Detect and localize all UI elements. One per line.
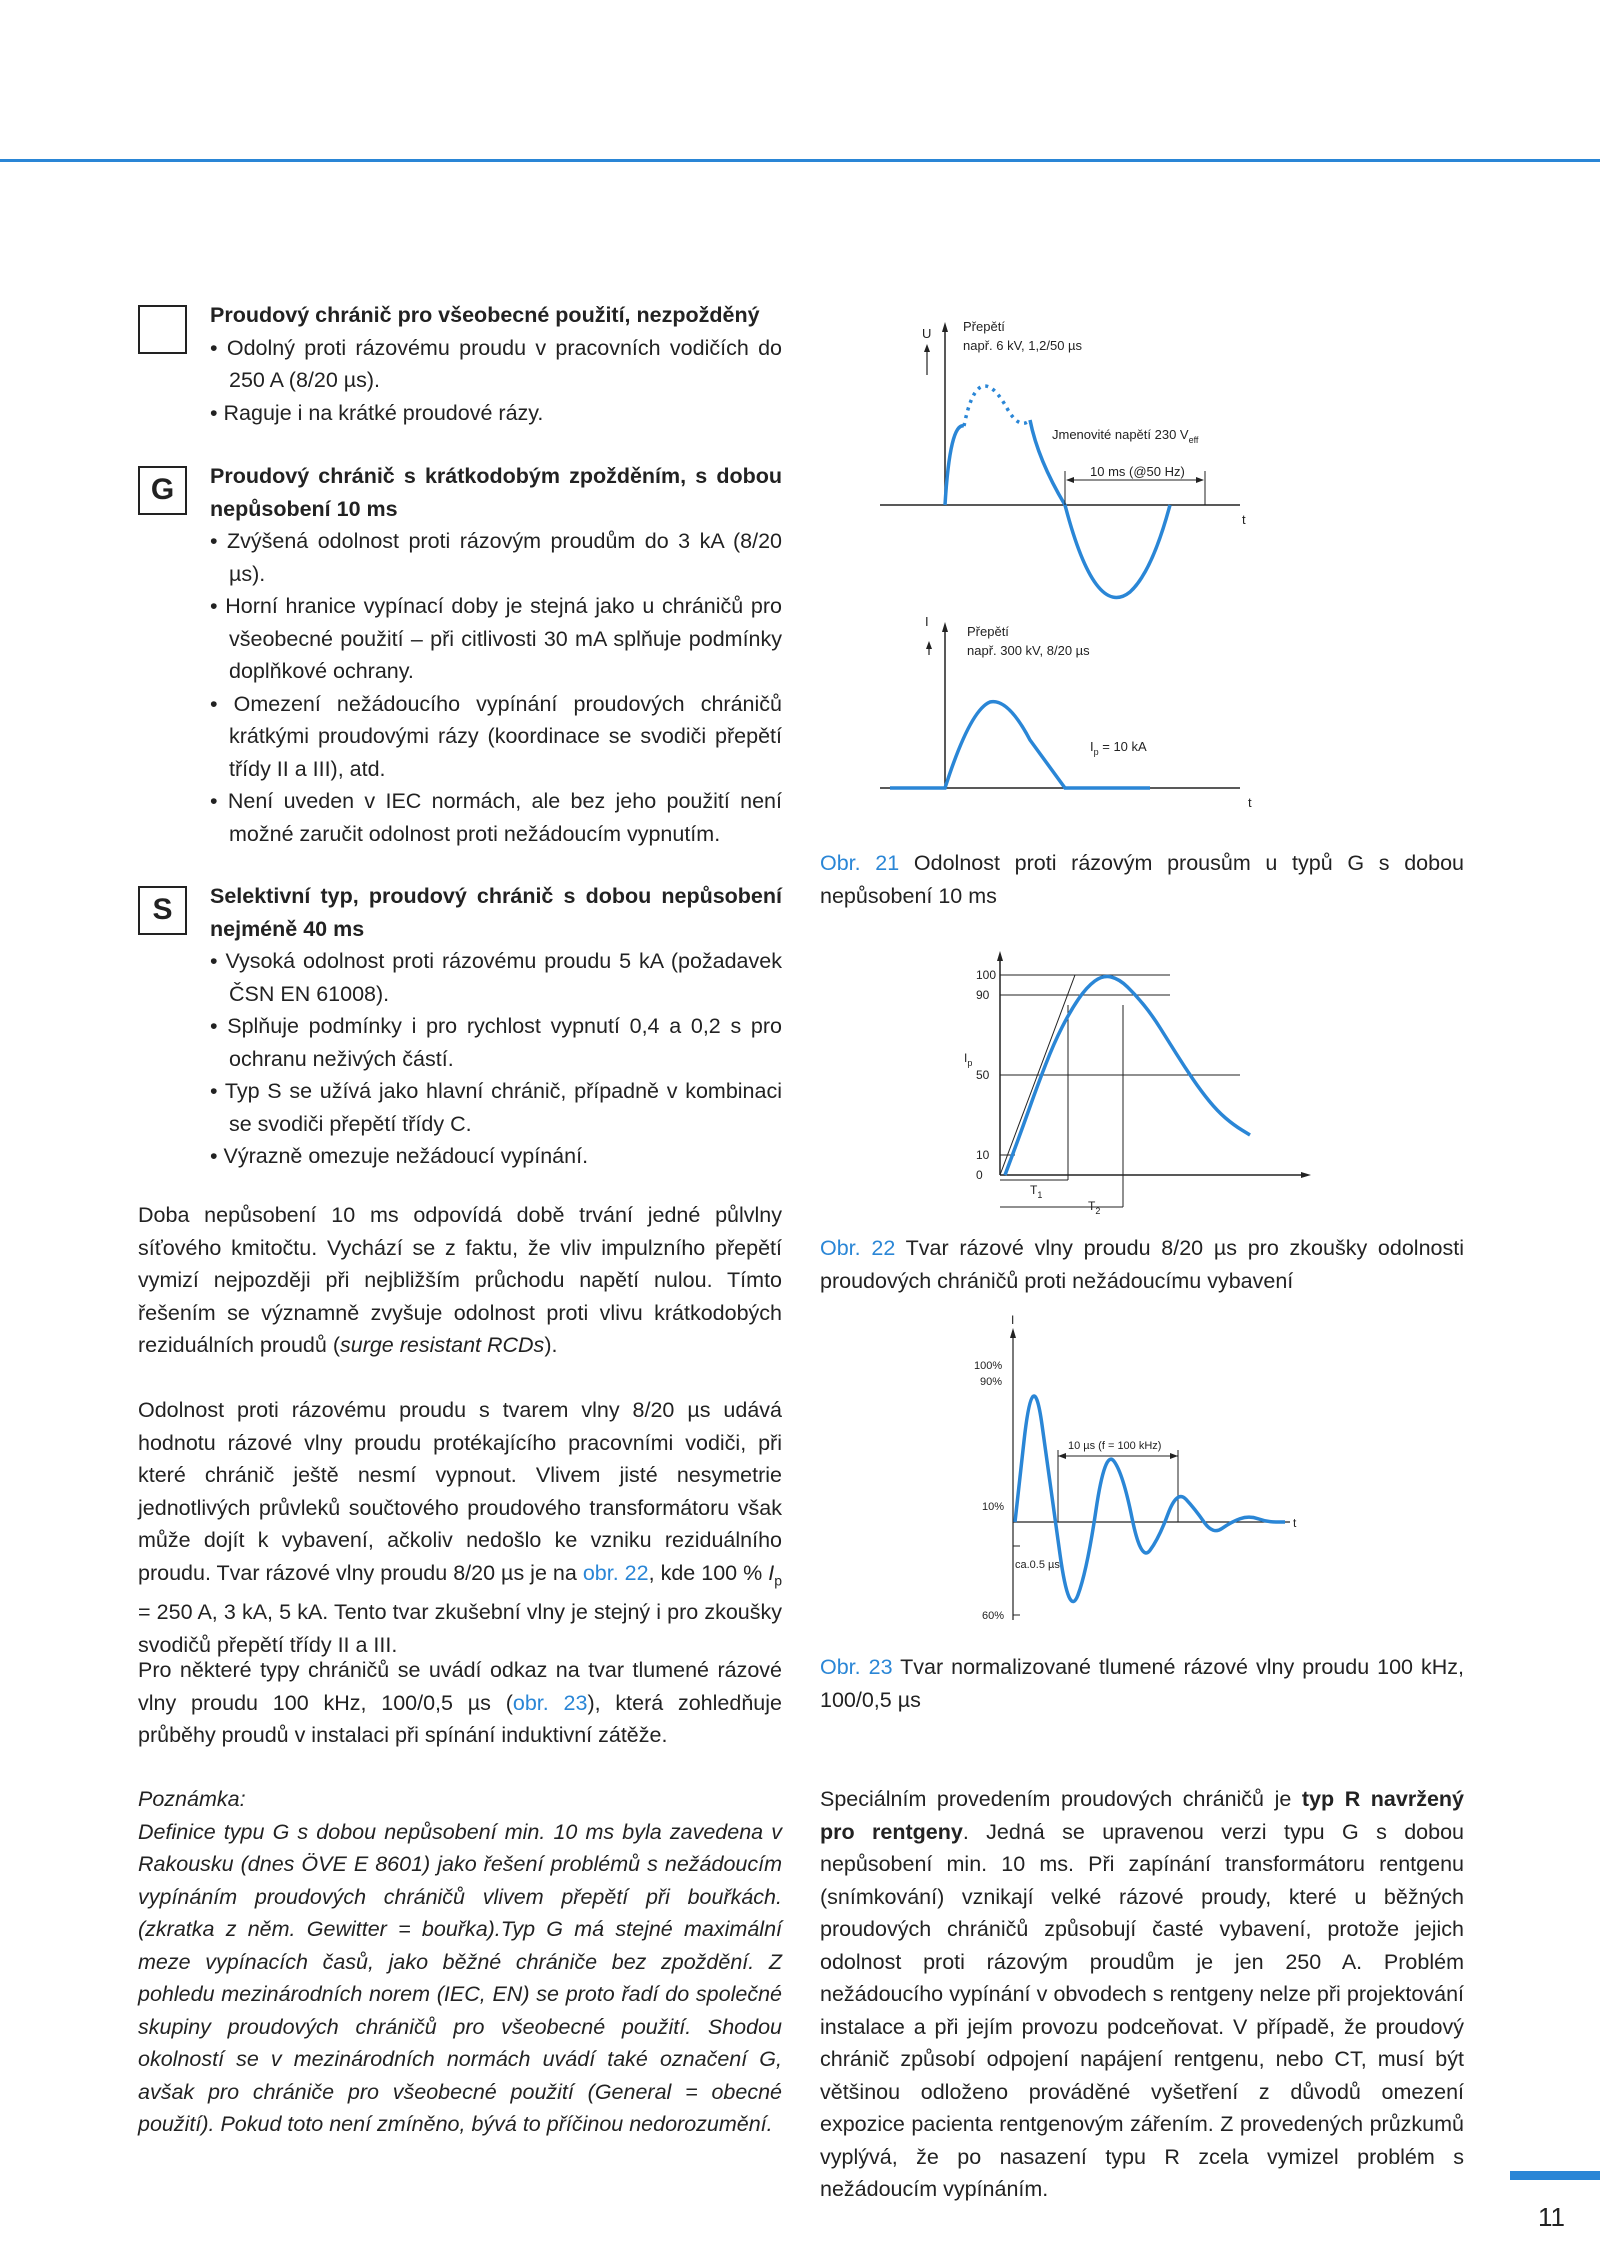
list-item: • Zvýšená odolnost proti rázovým proudům do 3 kA (8/20 µs). xyxy=(210,525,782,590)
tick-label-0: 0 xyxy=(976,1168,983,1182)
symbol-box-general xyxy=(138,305,187,354)
y-axis-arrow xyxy=(1010,1328,1016,1338)
caption-21 xyxy=(820,847,1464,912)
page-number: 11 xyxy=(1538,2202,1565,2232)
ip-axis-label: $I_p$ xyxy=(964,1051,973,1068)
section-title: Selektivní typ, proudový chránič s dobou nepůsobení nejméně 40 ms xyxy=(210,884,782,941)
caption-label: Obr. 21 xyxy=(820,851,900,875)
tick-10: 10% xyxy=(982,1501,1005,1513)
tick-60: 60% xyxy=(982,1610,1005,1622)
x-axis-arrow xyxy=(1301,1172,1311,1178)
note-text: Definice typu G s dobou nepůsobení min. 10 ms byla zavedena v Rakousku (dnes ÖVE E 8601) jako řešení problémů s nežádoucím vypínáním proudových chráničů vlivem přepětí při bouřkách. (zkratka z něm. Gewitter = bouřka).Typ G má stejné maximální meze vypínacích časů, jako běžné chrániče bez zpoždění. Z pohledu mezinárodních norem (IEC, EN) se proto řadí do společné skupiny proudových chráničů pro všeobecné použití. Shodou okolností se v mezinárodních normách uvádí také označení G, avšak pro chrániče pro všeobecné použití (General = obecné použití). Pokud toto není zmíněno, bývá to příčinou nedorozumění. xyxy=(138,1819,782,2136)
list-item: • Odolný proti rázovému proudu v pracovních vodičích do 250 A (8/20 µs). xyxy=(210,332,782,397)
caption-23 xyxy=(820,1651,1464,1716)
text: Doba nepůsobení 10 ms odpovídá době trvání jedné půlvlny síťového kmitočtu. Vychází se z faktu, že vliv impulzního přepětí vymizí nejpozději při nejbližším průchodu napětí nulou. Tímto řešením se významně zvyšuje odolnost proti vlivu krátkodobých reziduálních proudů ( xyxy=(138,1203,782,1357)
section-title: Proudový chránič pro všeobecné použití, nezpožděný xyxy=(210,303,760,327)
u-label: U xyxy=(922,326,932,341)
y-axis-arrow xyxy=(997,951,1003,961)
t2-label: t xyxy=(1248,795,1252,810)
section-g xyxy=(210,460,782,850)
figure-22 xyxy=(940,945,1320,1215)
symbol-ip: I xyxy=(768,1560,775,1585)
section-s xyxy=(210,880,782,1173)
tick-label-100: 100 xyxy=(976,968,997,982)
i-label: I xyxy=(1011,1313,1015,1327)
period-arrow-left xyxy=(1058,1453,1066,1459)
text: Speciálním provedením proudových chráničů je xyxy=(820,1787,1302,1811)
text: ). xyxy=(544,1333,558,1357)
list-item: • Omezení nežádoucího vypínání proudových chráničů krátkými proudovými rázy (koordinace se svodiči přepětí třídy II a III), atd. xyxy=(210,688,782,786)
surge2-value: např. 300 kV, 8/20 µs xyxy=(967,643,1090,658)
section-general xyxy=(210,299,782,429)
period-arrow-right xyxy=(1170,1453,1178,1459)
t-label: t xyxy=(1242,512,1246,527)
tick-label-10: 10 xyxy=(976,1148,990,1162)
top-rule xyxy=(0,159,1600,162)
t-label: t xyxy=(1293,1516,1297,1530)
list-item: • Výrazně omezuje nežádoucí vypínání. xyxy=(210,1140,782,1173)
list-item: • Splňuje podmínky i pro rychlost vypnutí 0,4 a 0,2 s pro ochranu neživých částí. xyxy=(210,1010,782,1075)
window-label: 10 ms (@50 Hz) xyxy=(1090,464,1185,479)
surge-dotted xyxy=(964,386,1030,426)
caption-22 xyxy=(820,1232,1464,1297)
figure-23 xyxy=(960,1310,1310,1630)
list-item: • Horní hranice vypínací doby je stejná jako u chráničů pro všeobecné použití – při citlivosti 30 mA splňuje podmínky doplňkové ochrany. xyxy=(210,590,782,688)
window-arrow-right xyxy=(1196,477,1204,483)
surge-value: např. 6 kV, 1,2/50 µs xyxy=(963,338,1083,353)
tick-label-90: 90 xyxy=(976,988,990,1002)
list-item: • Není uveden v IEC normách, ale bez jeho použití není možné zaručit odolnost proti nežádoucím vypnutím. xyxy=(210,785,782,850)
i-axis-arrow xyxy=(942,622,948,632)
symbol-box-g: G xyxy=(138,466,187,515)
surge-title: Přepětí xyxy=(963,319,1005,334)
sine-rise xyxy=(945,426,964,505)
page-accent-bar xyxy=(1510,2171,1600,2180)
t1-label: $T_1$ xyxy=(1030,1183,1043,1200)
subscript: p xyxy=(774,1571,782,1588)
t2-label: $T_2$ xyxy=(1088,1199,1101,1215)
surge2-title: Přepětí xyxy=(967,624,1009,639)
u-axis-arrow xyxy=(942,322,948,332)
paragraph-damped xyxy=(138,1654,782,1752)
tick-100: 100% xyxy=(974,1360,1003,1372)
text: Pro některé typy chráničů se uvádí odkaz na tvar tlumené rázové vlny proudu 100 kHz, 100/0,5 µs ( xyxy=(138,1658,782,1715)
ip-label: $I_p = 10$ kA xyxy=(1090,739,1147,757)
caption-text: Tvar normalizované tlumené rázové vlny proudu 100 kHz, 100/0,5 µs xyxy=(820,1655,1465,1712)
list-item: • Raguje i na krátké proudové rázy. xyxy=(210,397,782,430)
paragraph-surge xyxy=(138,1394,782,1661)
text-italic: surge resistant RCDs xyxy=(339,1333,545,1357)
nominal-voltage: Jmenovité napětí 230 $V_{eff}$ xyxy=(1052,427,1199,445)
figure-21 xyxy=(880,310,1260,820)
rise-label: ca.0.5 µs xyxy=(1015,1559,1060,1571)
sine-wave xyxy=(1030,420,1170,597)
note-label: Poznámka: xyxy=(138,1787,246,1811)
caption-label: Obr. 22 xyxy=(820,1236,896,1260)
i-label: I xyxy=(925,614,929,629)
note xyxy=(138,1783,782,2141)
paragraph-type-r xyxy=(820,1783,1464,2206)
section-title: Proudový chránič s krátkodobým zpožděním, s dobou nepůsobení 10 ms xyxy=(210,464,782,521)
paragraph-delay xyxy=(138,1199,782,1362)
symbol-box-s: S xyxy=(138,886,187,935)
text: , kde 100 % xyxy=(648,1560,769,1585)
text-bold: typ R navržený pro rentgeny xyxy=(820,1787,1464,1844)
figure-ref-23[interactable]: obr. 23 xyxy=(512,1690,588,1715)
u-arrow-head xyxy=(924,344,930,352)
text: = 250 A, 3 kA, 5 kA. Tento tvar zkušební vlny je stejný i pro zkoušky svodičů přepětí třídy II a III. xyxy=(138,1600,782,1657)
tick-90: 90% xyxy=(980,1376,1003,1388)
list-item: • Typ S se užívá jako hlavní chránič, případně v kombinaci se svodiči přepětí třídy C. xyxy=(210,1075,782,1140)
caption-label: Obr. 23 xyxy=(820,1655,893,1679)
caption-text: Odolnost proti rázovým prousům u typů G s dobou nepůsobení 10 ms xyxy=(820,851,1465,908)
text: Odolnost proti rázovému proudu s tvarem vlny 8/20 µs udává hodnotu rázové vlny proudu protékajícího pracovními vodiči, při které chránič ještě nesmí vypnout. Vlivem jisté nesymetrie jednotlivých průvleků součtového proudového transformátoru však může dojít k vybavení, ačkoliv nedošlo ke vzniku reziduálního proudu. Tvar rázové vlny proudu 8/20 µs je na xyxy=(138,1398,782,1585)
window-arrow-left xyxy=(1066,477,1074,483)
tick-label-50: 50 xyxy=(976,1068,990,1082)
i-arrow-head xyxy=(926,641,932,649)
text: . Jedná se upravenou verzi typu G s dobou nepůsobení min. 10 ms. Při zapínání transformátoru rentgenu (snímkování) vznikají velké rázové proudy, které u běžných proudových chráničů způsobují časté vybavení, protože jejich odolnost proti rázovým proudům je jen 250 A. Problém nežádoucího vypínání v obvodech s rentgeny nelze při projektování instalace a při jejím provozu podceňovat. V případě, že proudový chránič způsobí odpojení napájení rentgenu, nebo CT, musí být většinou odloženo prováděné vyšetření z důvodů omezení expozice pacienta rentgenovým zářením. Z provedených průzkumů vyplývá, že po nasazení typu R zcela vymizel problém s nežádoucím vypínáním. xyxy=(820,1819,1464,2201)
period-label: 10 µs (f = 100 kHz) xyxy=(1068,1440,1162,1452)
wave-curve xyxy=(1005,977,1250,1176)
list-item: • Vysoká odolnost proti rázovému proudu 5 kA (požadavek ČSN EN 61008). xyxy=(210,945,782,1010)
figure-ref-22[interactable]: obr. 22 xyxy=(582,1560,649,1585)
caption-text: Tvar rázové vlny proudu 8/20 µs pro zkoušky odolnosti proudových chráničů proti nežádoucímu vybavení xyxy=(820,1236,1464,1293)
text: ), která zohledňuje průběhy proudů v instalaci při spínání induktivní zátěže. xyxy=(138,1690,782,1747)
